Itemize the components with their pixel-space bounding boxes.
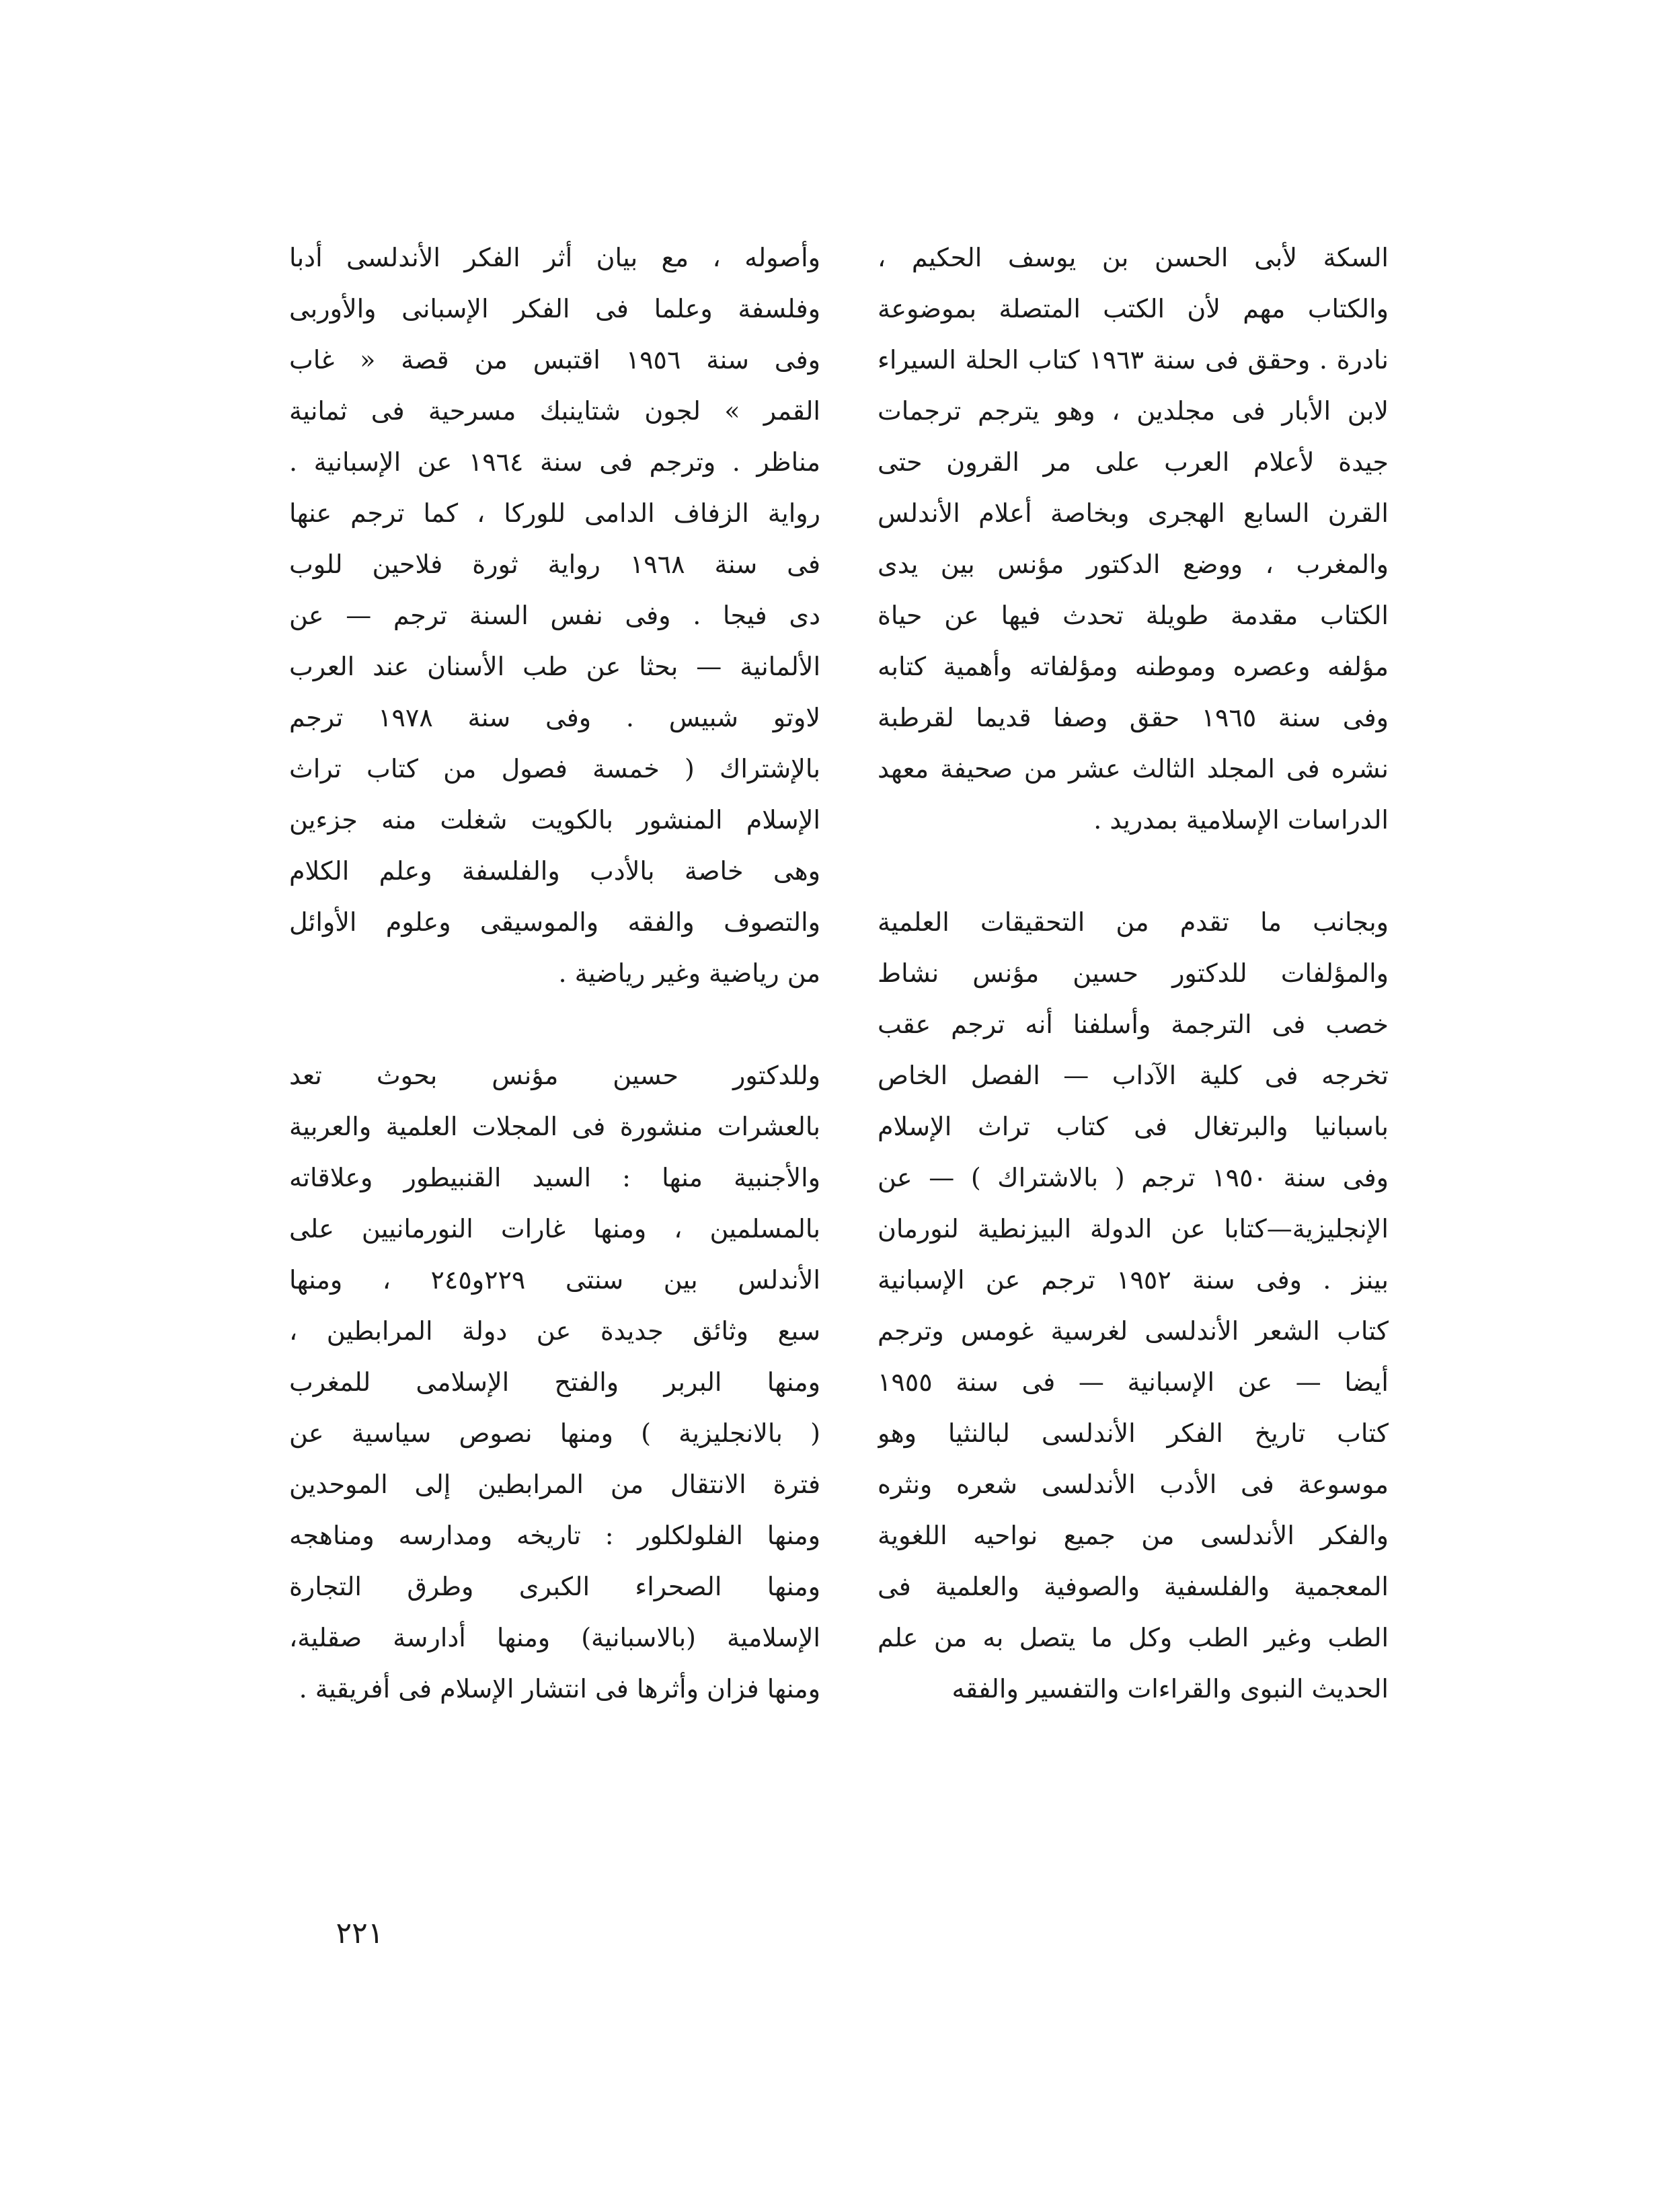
text-line: ومنها الصحراء الكبرى وطرق التجارة xyxy=(289,1572,820,1601)
text-line: أيضا — عن الإسبانية — فى سنة ١٩٥٥ xyxy=(878,1367,1389,1397)
right-column xyxy=(878,232,1389,1714)
text-line: المعجمية والفلسفية والصوفية والعلمية فى xyxy=(878,1572,1389,1601)
paragraph-gap xyxy=(878,845,1389,897)
text-line: بالعشرات منشورة فى المجلات العلمية والعربية xyxy=(289,1112,820,1141)
text-line: دى فيجا . وفى نفس السنة ترجم — عن xyxy=(289,601,820,630)
text-line: وبجانب ما تقدم من التحقيقات العلمية xyxy=(878,907,1389,937)
text-line: والكتاب مهم لأن الكتب المتصلة بموضوعة xyxy=(878,294,1389,323)
text-line: وفى سنة ١٩٥٦ اقتبس من قصة « غاب xyxy=(289,345,820,375)
text-line: ( بالانجليزية ) ومنها نصوص سياسية عن xyxy=(289,1418,820,1448)
right-paragraph-2 xyxy=(878,897,1389,1714)
text-line: وأصوله ، مع بيان أثر الفكر الأندلسى أدبا xyxy=(289,243,820,272)
text-line: سبع وثائق جديدة عن دولة المرابطين ، xyxy=(289,1316,820,1346)
text-line: مؤلفه وعصره وموطنه ومؤلفاته وأهمية كتابه xyxy=(878,652,1389,681)
text-line: بالمسلمين ، ومنها غارات النورمانيين على xyxy=(289,1214,820,1244)
page-number: ٢٢١ xyxy=(336,1916,384,1950)
text-line: بينز . وفى سنة ١٩٥٢ ترجم عن الإسبانية xyxy=(878,1265,1389,1295)
text-line: لاوتو شبيس . وفى سنة ١٩٧٨ ترجم xyxy=(289,703,820,732)
text-line: كتاب تاريخ الفكر الأندلسى لبالنثيا وهو xyxy=(878,1418,1389,1448)
text-line: الطب وغير الطب وكل ما يتصل به من علم xyxy=(878,1623,1389,1652)
text-line: الأندلس بين سنتى ٢٢٩و٢٤٥ ، ومنها xyxy=(289,1265,820,1295)
text-line: تخرجه فى كلية الآداب — الفصل الخاص xyxy=(878,1061,1389,1090)
text-line: وللدكتور حسين مؤنس بحوث تعد xyxy=(289,1061,820,1090)
text-line: والفكر الأندلسى من جميع نواحيه اللغوية xyxy=(878,1521,1389,1550)
text-line: القرن السابع الهجرى وبخاصة أعلام الأندلس xyxy=(878,498,1389,528)
text-line: خصب فى الترجمة وأسلفنا أنه ترجم عقب xyxy=(878,1009,1389,1039)
left-column xyxy=(289,232,820,1714)
text-line: ومنها فزان وأثرها فى انتشار الإسلام فى أفريقية . xyxy=(299,1674,820,1704)
paragraph-gap xyxy=(289,999,820,1050)
text-line: القمر » لجون شتاينبك مسرحية فى ثمانية xyxy=(289,396,820,426)
text-line: باسبانيا والبرتغال فى كتاب تراث الإسلام xyxy=(878,1112,1389,1141)
text-line: الدراسات الإسلامية بمدريد . xyxy=(1093,805,1389,835)
text-line: الألمانية — بحثا عن طب الأسنان عند العرب xyxy=(289,652,820,681)
text-line: الإسلام المنشور بالكويت شغلت منه جزءين xyxy=(289,805,820,835)
text-line: كتاب الشعر الأندلسى لغرسية غومس وترجم xyxy=(878,1316,1389,1346)
text-line: ومنها الفلولكلور : تاريخه ومدارسه ومناهجه xyxy=(289,1521,820,1550)
text-line: لابن الأبار فى مجلدين ، وهو يترجم ترجمات xyxy=(878,396,1389,426)
left-paragraph-2 xyxy=(289,1050,820,1714)
text-line: بالإشتراك ( خمسة فصول من كتاب تراث xyxy=(289,754,820,784)
text-line: وفلسفة وعلما فى الفكر الإسبانى والأوربى xyxy=(289,294,820,323)
text-line: ومنها البربر والفتح الإسلامى للمغرب xyxy=(289,1367,820,1397)
text-line: نادرة . وحقق فى سنة ١٩٦٣ كتاب الحلة السيراء xyxy=(878,345,1389,375)
text-line: وهى خاصة بالأدب والفلسفة وعلم الكلام xyxy=(289,856,820,886)
text-line: الكتاب مقدمة طويلة تحدث فيها عن حياة xyxy=(878,601,1389,630)
text-line: رواية الزفاف الدامى للوركا ، كما ترجم عنها xyxy=(289,498,820,528)
text-line: مناظر . وترجم فى سنة ١٩٦٤ عن الإسبانية . xyxy=(289,447,820,477)
text-line: جيدة لأعلام العرب على مر القرون حتى xyxy=(878,447,1389,477)
text-line: والأجنبية منها : السيد القنبيطور وعلاقاته xyxy=(289,1163,820,1192)
text-line: من رياضية وغير رياضية . xyxy=(558,958,820,988)
text-line: الإنجليزية—كتابا عن الدولة البيزنطية لنورمان xyxy=(878,1214,1389,1244)
text-line: فى سنة ١٩٦٨ رواية ثورة فلاحين للوب xyxy=(289,549,820,579)
text-line: الحديث النبوى والقراءات والتفسير والفقه xyxy=(952,1674,1389,1704)
right-paragraph-1 xyxy=(878,232,1389,845)
text-line: والتصوف والفقه والموسيقى وعلوم الأوائل xyxy=(289,907,820,937)
text-line: نشره فى المجلد الثالث عشر من صحيفة معهد xyxy=(878,754,1389,784)
text-line: وفى سنة ١٩٦٥ حقق وصفا قديما لقرطبة xyxy=(878,703,1389,732)
text-line: السكة لأبى الحسن بن يوسف الحكيم ، xyxy=(878,243,1389,272)
text-line: فترة الانتقال من المرابطين إلى الموحدين xyxy=(289,1470,820,1499)
text-line: والمغرب ، ووضع الدكتور مؤنس بين يدى xyxy=(878,549,1389,579)
text-line: والمؤلفات للدكتور حسين مؤنس نشاط xyxy=(878,958,1389,988)
text-line: وفى سنة ١٩٥٠ ترجم ( بالاشتراك ) — عن xyxy=(878,1163,1389,1192)
text-line: موسوعة فى الأدب الأندلسى شعره ونثره xyxy=(878,1470,1389,1499)
left-paragraph-1 xyxy=(289,232,820,999)
text-line: الإسلامية (بالاسبانية) ومنها أدارسة صقلية، xyxy=(289,1623,820,1652)
